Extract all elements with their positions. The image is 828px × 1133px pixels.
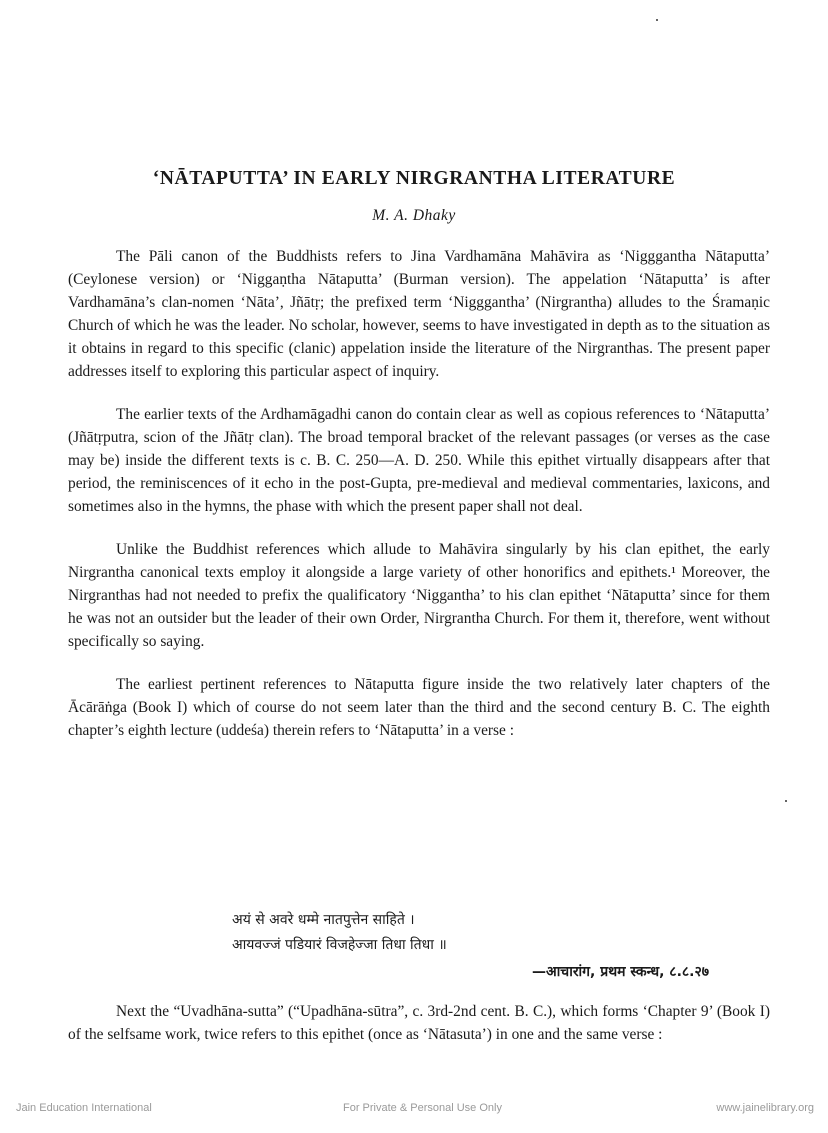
footer-left: Jain Education International	[16, 1102, 152, 1114]
paragraph-5: Next the “Uvadhāna-sutta” (“Upadhāna-sūtra”, c. 3rd-2nd cent. B. C.), which forms ‘Chapter 9’ (Book I) of the selfsame work, twice refers to this epithet (once as ‘Nātasuta’) in one and the same verse :	[68, 1003, 770, 1043]
verse-line-2: आयवज्जं पडियारं विजहेज्जा तिधा तिधा ॥	[232, 937, 447, 953]
closing-body	[68, 1000, 770, 1066]
article-author: M. A. Dhaky	[372, 207, 456, 224]
article-body	[68, 245, 770, 762]
footer-center: For Private & Personal Use Only	[343, 1102, 502, 1114]
paragraph-1: The Pāli canon of the Buddhists refers to Jina Vardhamāna Mahāvira as ‘Nigggantha Nātaputta’ (Ceylonese version) or ‘Niggaṇtha Nātaputta’ (Burman version). The appelation ‘Nātaputta’ is after Vardhamāna’s clan-nomen ‘Nāta’, Jñātṛ; the prefixed term ‘Nigggantha’ (Nirgrantha) alludes to the Śramaṇic Church of which he was the leader. No scholar, however, seems to have investigated in depth as to the situation as it obtains in regard to this specific (clanic) appelation inside the literature of the Nirgranthas. The present paper addresses itself to exploring this particular aspect of inquiry.	[68, 248, 770, 380]
verse-source: —आचारांग, प्रथम स्कन्ध, ८.८.२७	[532, 964, 710, 980]
scan-speck	[656, 19, 658, 21]
paragraph-3: Unlike the Buddhist references which allude to Mahāvira singularly by his clan epithet, the early Nirgrantha canonical texts employ it alongside a large variety of other honorifics and epithets.¹ Moreover, the Nirgranthas had not needed to prefix the qualificatory ‘Niggantha’ to his clan epithet ‘Nātaputta’ since for them he was not an outsider but the leader of their own Order, Nirgrantha Church. For them it, therefore, went without specifically so saying.	[68, 541, 770, 650]
verse-line-1: अयं से अवरे धम्मे नातपुत्तेन साहिते ।	[232, 912, 415, 928]
scan-speck	[785, 800, 787, 802]
footer-right-link[interactable]: www.jainelibrary.org	[716, 1102, 814, 1114]
article-title: ‘NĀTAPUTTA’ IN EARLY NIRGRANTHA LITERATURE	[152, 168, 676, 189]
paragraph-2: The earlier texts of the Ardhamāgadhi canon do contain clear as well as copious references to ‘Nātaputta’ (Jñātṛputra, scion of the Jñātṛ clan). The broad temporal bracket of the relevant passages (or verses as the case may be) inside the different texts is c. B. C. 250—A. D. 250. While this epithet virtually disappears after that period, the reminiscences of it echo in the post-Gupta, pre-medieval and medieval commentaries, laxicons, and sometimes also in the hymns, the phase with which the present paper shall not deal.	[68, 406, 770, 515]
paragraph-4: The earliest pertinent references to Nātaputta figure inside the two relatively later chapters of the Ācārāṅga (Book I) which of course do not seem later than the third and the second century B. C. The eighth chapter’s eighth lecture (uddeśa) therein refers to ‘Nātaputta’ in a verse :	[68, 676, 770, 739]
